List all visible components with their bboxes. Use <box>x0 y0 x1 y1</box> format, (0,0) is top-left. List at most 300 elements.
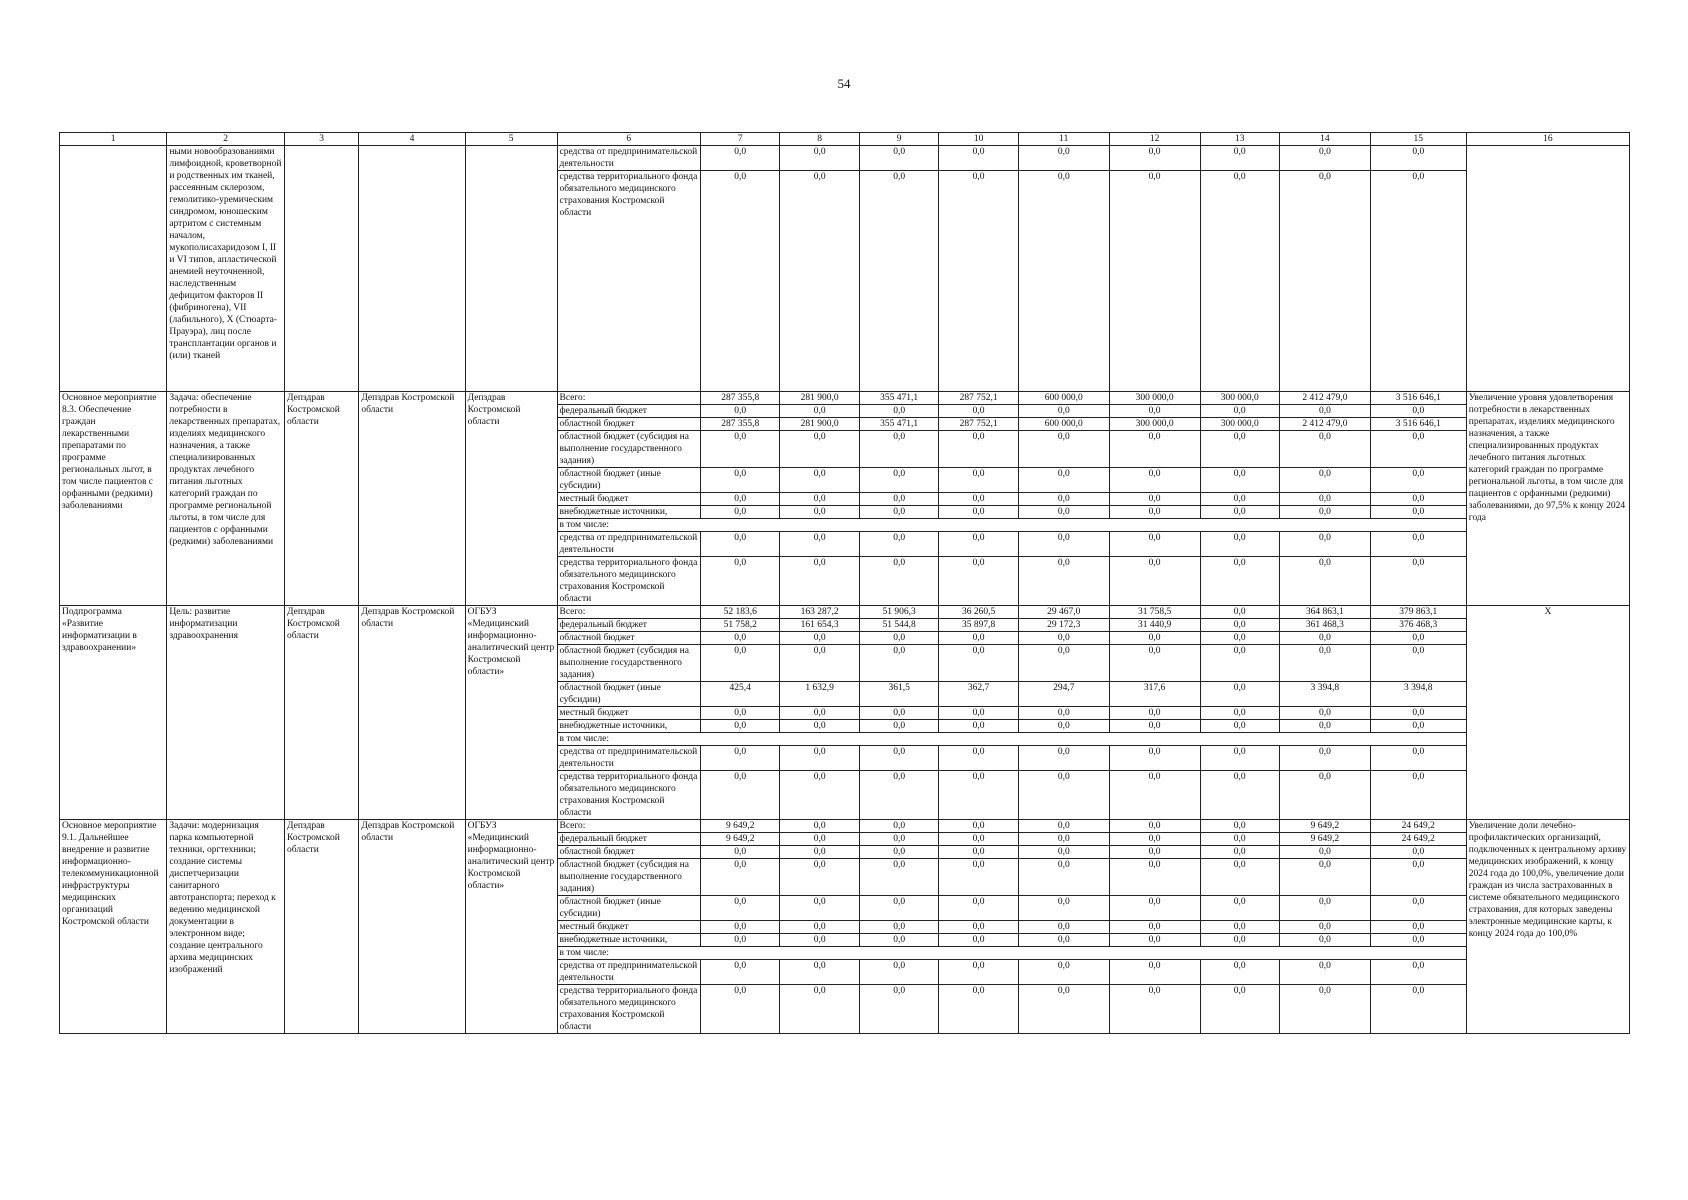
value-cell: 51 906,3 <box>859 606 938 619</box>
value-cell: 0,0 <box>1200 934 1279 947</box>
value-cell: 0,0 <box>1370 921 1466 934</box>
value-cell: 0,0 <box>780 468 859 493</box>
value-cell: 287 752,1 <box>939 392 1018 405</box>
coexecutor-cell: Депздрав Костромской области <box>359 820 465 1034</box>
value-cell: 0,0 <box>939 960 1018 985</box>
value-cell: 0,0 <box>1200 746 1279 771</box>
value-cell: 0,0 <box>1200 645 1279 682</box>
value-cell: 0,0 <box>1200 532 1279 557</box>
coexecutor-cell: Депздрав Костромской области <box>359 606 465 820</box>
value-cell: 0,0 <box>1200 682 1279 707</box>
value-cell: 0,0 <box>1279 846 1370 859</box>
value-cell: 0,0 <box>700 645 779 682</box>
value-cell: 0,0 <box>780 431 859 468</box>
task-cell: Задача: обеспечение потребности в лекарственных препаратах, изделиях медицинского назначения, а также специализированных продуктах лечебного питания льготных категорий граждан по программе региональной льготы, в том числе для пациентов с орфанными (редкими) заболеваниями <box>167 392 285 606</box>
value-cell: 0,0 <box>700 985 779 1034</box>
column-number: 15 <box>1370 133 1466 146</box>
source-cell: в том числе: <box>557 947 1466 960</box>
value-cell: 0,0 <box>1279 896 1370 921</box>
value-cell: 0,0 <box>780 146 859 171</box>
value-cell: 51 544,8 <box>859 619 938 632</box>
value-cell: 0,0 <box>1018 934 1109 947</box>
value-cell: 0,0 <box>780 405 859 418</box>
table-cell <box>465 146 557 392</box>
value-cell: 0,0 <box>859 985 938 1034</box>
source-cell: внебюджетные источники, <box>557 506 700 519</box>
column-number: 7 <box>700 133 779 146</box>
source-cell: средства от предпринимательской деятельности <box>557 146 700 171</box>
value-cell: 0,0 <box>859 171 938 392</box>
value-cell: 0,0 <box>780 859 859 896</box>
value-cell: 379 863,1 <box>1370 606 1466 619</box>
event-name-cell: Основное мероприятие 8.3. Обеспечение граждан лекарственными препаратами по программе региональных льгот, в том числе пациентов с орфанными (редкими) заболеваниями <box>60 392 167 606</box>
column-number: 3 <box>285 133 359 146</box>
value-cell: 0,0 <box>780 896 859 921</box>
value-cell: 281 900,0 <box>780 418 859 431</box>
value-cell: 0,0 <box>1200 960 1279 985</box>
value-cell: 0,0 <box>1109 846 1200 859</box>
value-cell: 0,0 <box>1109 146 1200 171</box>
value-cell: 0,0 <box>1018 720 1109 733</box>
value-cell: 0,0 <box>1200 720 1279 733</box>
value-cell: 0,0 <box>939 846 1018 859</box>
task-cell: Задачи: модернизация парка компьютерной техники, оргтехники; создание системы диспетчеризации санитарного автотранспорта; переход к ведению медицинской документации в электронном виде; создание центрального архива медицинских изображений <box>167 820 285 1034</box>
value-cell: 0,0 <box>859 720 938 733</box>
value-cell: 0,0 <box>1109 707 1200 720</box>
value-cell: 0,0 <box>700 468 779 493</box>
value-cell: 3 516 646,1 <box>1370 418 1466 431</box>
value-cell: 0,0 <box>859 431 938 468</box>
source-cell: областной бюджет (субсидия на выполнение государственного задания) <box>557 431 700 468</box>
value-cell: 376 468,3 <box>1370 619 1466 632</box>
value-cell: 0,0 <box>1018 405 1109 418</box>
page-number: 54 <box>837 76 851 91</box>
value-cell: 0,0 <box>1109 896 1200 921</box>
value-cell: 3 516 646,1 <box>1370 392 1466 405</box>
value-cell: 0,0 <box>700 707 779 720</box>
value-cell: 0,0 <box>1200 619 1279 632</box>
value-cell: 0,0 <box>780 645 859 682</box>
value-cell: 0,0 <box>1109 557 1200 606</box>
value-cell: 0,0 <box>859 771 938 820</box>
value-cell: 0,0 <box>1200 557 1279 606</box>
value-cell: 0,0 <box>1109 468 1200 493</box>
value-cell: 0,0 <box>859 707 938 720</box>
value-cell: 425,4 <box>700 682 779 707</box>
source-cell: в том числе: <box>557 519 1466 532</box>
value-cell: 0,0 <box>780 934 859 947</box>
column-number: 8 <box>780 133 859 146</box>
value-cell: 0,0 <box>1109 985 1200 1034</box>
value-cell: 0,0 <box>780 846 859 859</box>
value-cell: 0,0 <box>700 171 779 392</box>
value-cell: 0,0 <box>1109 771 1200 820</box>
participant-cell: Депздрав Костромской области <box>465 392 557 606</box>
value-cell: 0,0 <box>700 896 779 921</box>
source-cell: федеральный бюджет <box>557 619 700 632</box>
value-cell: 0,0 <box>780 506 859 519</box>
value-cell: 0,0 <box>859 820 938 833</box>
value-cell: 0,0 <box>1279 557 1370 606</box>
value-cell: 0,0 <box>780 771 859 820</box>
executor-cell: Депздрав Костромской области <box>285 606 359 820</box>
value-cell: 0,0 <box>1279 171 1370 392</box>
value-cell: 361 468,3 <box>1279 619 1370 632</box>
value-cell: 0,0 <box>780 720 859 733</box>
source-cell: местный бюджет <box>557 707 700 720</box>
column-number: 11 <box>1018 133 1109 146</box>
value-cell: 0,0 <box>939 859 1018 896</box>
value-cell: 0,0 <box>780 833 859 846</box>
value-cell: 2 412 479,0 <box>1279 392 1370 405</box>
source-cell: внебюджетные источники, <box>557 720 700 733</box>
value-cell: 0,0 <box>1109 833 1200 846</box>
value-cell: 0,0 <box>1109 632 1200 645</box>
value-cell: 0,0 <box>859 859 938 896</box>
value-cell: 0,0 <box>780 493 859 506</box>
value-cell: 0,0 <box>1279 645 1370 682</box>
value-cell: 0,0 <box>1279 405 1370 418</box>
column-number: 6 <box>557 133 700 146</box>
value-cell: 0,0 <box>780 532 859 557</box>
value-cell: 0,0 <box>1018 431 1109 468</box>
value-cell: 0,0 <box>1200 493 1279 506</box>
column-number: 12 <box>1109 133 1200 146</box>
value-cell: 0,0 <box>700 632 779 645</box>
table-row <box>60 392 1630 405</box>
value-cell: 0,0 <box>1279 960 1370 985</box>
value-cell: 317,6 <box>1109 682 1200 707</box>
source-cell: областной бюджет <box>557 846 700 859</box>
value-cell: 0,0 <box>1018 820 1109 833</box>
value-cell: 287 355,8 <box>700 392 779 405</box>
value-cell: 1 632,9 <box>780 682 859 707</box>
value-cell: 9 649,2 <box>700 833 779 846</box>
event-name-cell <box>60 146 167 392</box>
value-cell: 0,0 <box>1018 493 1109 506</box>
value-cell: 361,5 <box>859 682 938 707</box>
source-cell: в том числе: <box>557 733 1466 746</box>
value-cell: 0,0 <box>1018 960 1109 985</box>
table-cell <box>285 146 359 392</box>
value-cell: 0,0 <box>1109 746 1200 771</box>
value-cell: 0,0 <box>700 771 779 820</box>
value-cell: 0,0 <box>1370 720 1466 733</box>
source-cell: областной бюджет (субсидия на выполнение государственного задания) <box>557 859 700 896</box>
value-cell: 0,0 <box>700 859 779 896</box>
value-cell: 0,0 <box>1200 771 1279 820</box>
task-cell: Цель: развитие информатизации здравоохранения <box>167 606 285 820</box>
value-cell: 0,0 <box>1279 746 1370 771</box>
value-cell: 51 758,2 <box>700 619 779 632</box>
value-cell: 0,0 <box>939 746 1018 771</box>
value-cell: 0,0 <box>1279 921 1370 934</box>
value-cell: 0,0 <box>1200 171 1279 392</box>
value-cell: 0,0 <box>1018 985 1109 1034</box>
value-cell: 0,0 <box>1200 896 1279 921</box>
column-number: 16 <box>1466 133 1629 146</box>
value-cell: 0,0 <box>1200 632 1279 645</box>
value-cell: 0,0 <box>700 846 779 859</box>
value-cell: 364 863,1 <box>1279 606 1370 619</box>
source-cell: местный бюджет <box>557 921 700 934</box>
value-cell: 0,0 <box>939 921 1018 934</box>
value-cell: 0,0 <box>780 985 859 1034</box>
value-cell: 0,0 <box>1109 532 1200 557</box>
value-cell: 0,0 <box>1370 746 1466 771</box>
value-cell: 0,0 <box>939 557 1018 606</box>
value-cell: 300 000,0 <box>1109 392 1200 405</box>
value-cell: 287 752,1 <box>939 418 1018 431</box>
value-cell: 0,0 <box>939 468 1018 493</box>
value-cell: 0,0 <box>939 431 1018 468</box>
value-cell: 24 649,2 <box>1370 820 1466 833</box>
value-cell: 35 897,8 <box>939 619 1018 632</box>
source-cell: Всего: <box>557 820 700 833</box>
value-cell: 0,0 <box>1109 820 1200 833</box>
value-cell: 0,0 <box>1109 960 1200 985</box>
column-number: 9 <box>859 133 938 146</box>
value-cell: 0,0 <box>939 506 1018 519</box>
value-cell: 2 412 479,0 <box>1279 418 1370 431</box>
source-cell: федеральный бюджет <box>557 833 700 846</box>
value-cell: 0,0 <box>780 707 859 720</box>
value-cell: 0,0 <box>1109 720 1200 733</box>
value-cell: 0,0 <box>1370 707 1466 720</box>
event-name-cell: Подпрограмма «Развитие информатизации в здравоохранении» <box>60 606 167 820</box>
executor-cell: Депздрав Костромской области <box>285 820 359 1034</box>
value-cell: 0,0 <box>859 557 938 606</box>
value-cell: 0,0 <box>780 171 859 392</box>
value-cell: 0,0 <box>939 833 1018 846</box>
source-cell: средства территориального фонда обязательного медицинского страхования Костромской области <box>557 557 700 606</box>
value-cell: 600 000,0 <box>1018 418 1109 431</box>
value-cell: 0,0 <box>1200 820 1279 833</box>
value-cell: 0,0 <box>939 146 1018 171</box>
value-cell: 0,0 <box>1370 859 1466 896</box>
value-cell: 0,0 <box>1200 833 1279 846</box>
value-cell: 9 649,2 <box>700 820 779 833</box>
value-cell: 0,0 <box>1109 405 1200 418</box>
value-cell: 0,0 <box>1200 859 1279 896</box>
value-cell: 0,0 <box>1279 707 1370 720</box>
value-cell: 0,0 <box>1018 771 1109 820</box>
value-cell: 0,0 <box>939 645 1018 682</box>
value-cell: 0,0 <box>939 985 1018 1034</box>
value-cell: 161 654,3 <box>780 619 859 632</box>
value-cell: 0,0 <box>1018 506 1109 519</box>
value-cell: 0,0 <box>1018 645 1109 682</box>
source-cell: средства территориального фонда обязательного медицинского страхования Костромской области <box>557 985 700 1034</box>
value-cell: 0,0 <box>1370 645 1466 682</box>
column-number: 10 <box>939 133 1018 146</box>
value-cell: 287 355,8 <box>700 418 779 431</box>
value-cell: 0,0 <box>1370 146 1466 171</box>
source-cell: областной бюджет (субсидия на выполнение государственного задания) <box>557 645 700 682</box>
value-cell: 0,0 <box>859 921 938 934</box>
value-cell: 355 471,1 <box>859 418 938 431</box>
source-cell: средства от предпринимательской деятельности <box>557 532 700 557</box>
value-cell: 0,0 <box>939 771 1018 820</box>
value-cell: 0,0 <box>859 960 938 985</box>
value-cell: 0,0 <box>1109 431 1200 468</box>
value-cell: 0,0 <box>700 960 779 985</box>
program-table <box>59 132 1630 1034</box>
value-cell: 0,0 <box>939 632 1018 645</box>
value-cell: 0,0 <box>1018 746 1109 771</box>
value-cell: 0,0 <box>1370 557 1466 606</box>
value-cell: 0,0 <box>939 934 1018 947</box>
value-cell: 31 758,5 <box>1109 606 1200 619</box>
value-cell: 0,0 <box>1109 921 1200 934</box>
column-number: 13 <box>1200 133 1279 146</box>
source-cell: областной бюджет (иные субсидии) <box>557 896 700 921</box>
value-cell: 0,0 <box>1370 632 1466 645</box>
value-cell: 0,0 <box>1279 632 1370 645</box>
value-cell: 3 394,8 <box>1279 682 1370 707</box>
value-cell: 9 649,2 <box>1279 820 1370 833</box>
value-cell: 0,0 <box>1279 431 1370 468</box>
value-cell: 0,0 <box>700 532 779 557</box>
column-number: 2 <box>167 133 285 146</box>
column-number: 4 <box>359 133 465 146</box>
value-cell: 0,0 <box>1109 645 1200 682</box>
value-cell: 0,0 <box>1200 405 1279 418</box>
source-cell: областной бюджет <box>557 632 700 645</box>
value-cell: 0,0 <box>939 707 1018 720</box>
value-cell: 0,0 <box>1018 632 1109 645</box>
value-cell: 0,0 <box>859 934 938 947</box>
value-cell: 0,0 <box>1370 985 1466 1034</box>
value-cell: 0,0 <box>780 820 859 833</box>
value-cell: 0,0 <box>700 720 779 733</box>
value-cell: 362,7 <box>939 682 1018 707</box>
value-cell: 0,0 <box>700 405 779 418</box>
table-cell <box>359 146 465 392</box>
value-cell: 0,0 <box>859 146 938 171</box>
value-cell: 0,0 <box>780 557 859 606</box>
value-cell: 0,0 <box>1200 921 1279 934</box>
value-cell: 0,0 <box>1018 557 1109 606</box>
value-cell: 0,0 <box>939 896 1018 921</box>
value-cell: 0,0 <box>1279 771 1370 820</box>
value-cell: 294,7 <box>1018 682 1109 707</box>
value-cell: 0,0 <box>1370 960 1466 985</box>
source-cell: областной бюджет (иные субсидии) <box>557 468 700 493</box>
value-cell: 0,0 <box>859 833 938 846</box>
value-cell: 0,0 <box>1200 468 1279 493</box>
source-cell: областной бюджет <box>557 418 700 431</box>
value-cell: 0,0 <box>859 493 938 506</box>
value-cell: 0,0 <box>1370 896 1466 921</box>
value-cell: 0,0 <box>1018 146 1109 171</box>
value-cell: 0,0 <box>859 896 938 921</box>
value-cell: 0,0 <box>1370 431 1466 468</box>
value-cell: 9 649,2 <box>1279 833 1370 846</box>
value-cell: 0,0 <box>1370 934 1466 947</box>
value-cell: 0,0 <box>1370 771 1466 820</box>
column-number: 14 <box>1279 133 1370 146</box>
value-cell: 300 000,0 <box>1200 418 1279 431</box>
value-cell: 0,0 <box>1018 833 1109 846</box>
value-cell: 0,0 <box>780 632 859 645</box>
value-cell: 0,0 <box>1109 934 1200 947</box>
value-cell: 0,0 <box>1370 171 1466 392</box>
value-cell: 31 440,9 <box>1109 619 1200 632</box>
source-cell: средства от предпринимательской деятельности <box>557 746 700 771</box>
result-cell: Увеличение уровня удовлетворения потребности в лекарственных препаратах, изделиях медицинского назначения, а также специализированных продуктах лечебного питания льготных категорий граждан по программе региональной льготы, в том числе для пациентов с орфанными (редкими) заболеваниями, до 97,5% к концу 2024 года <box>1466 392 1629 606</box>
source-cell: средства территориального фонда обязательного медицинского страхования Костромской области <box>557 771 700 820</box>
value-cell: 0,0 <box>939 171 1018 392</box>
table-row <box>60 133 1630 146</box>
value-cell: 300 000,0 <box>1200 392 1279 405</box>
value-cell: 0,0 <box>700 146 779 171</box>
value-cell: 0,0 <box>1200 146 1279 171</box>
source-cell: федеральный бюджет <box>557 405 700 418</box>
value-cell: 0,0 <box>1279 506 1370 519</box>
value-cell: 0,0 <box>859 645 938 682</box>
value-cell: 0,0 <box>700 506 779 519</box>
value-cell: 0,0 <box>1279 720 1370 733</box>
value-cell: 0,0 <box>1018 859 1109 896</box>
value-cell: 36 260,5 <box>939 606 1018 619</box>
value-cell: 0,0 <box>939 405 1018 418</box>
result-cell: X <box>1466 606 1629 820</box>
value-cell: 0,0 <box>1200 846 1279 859</box>
value-cell: 0,0 <box>1200 707 1279 720</box>
value-cell: 0,0 <box>1018 171 1109 392</box>
value-cell: 3 394,8 <box>1370 682 1466 707</box>
value-cell: 281 900,0 <box>780 392 859 405</box>
value-cell: 163 287,2 <box>780 606 859 619</box>
value-cell: 0,0 <box>1279 146 1370 171</box>
value-cell: 0,0 <box>1018 896 1109 921</box>
value-cell: 0,0 <box>1279 493 1370 506</box>
source-cell: внебюджетные источники, <box>557 934 700 947</box>
value-cell: 0,0 <box>859 746 938 771</box>
value-cell: 0,0 <box>859 532 938 557</box>
value-cell: 0,0 <box>1279 934 1370 947</box>
value-cell: 0,0 <box>939 720 1018 733</box>
result-cell: Увеличение доли лечебно-профилактических организаций, подключенных к центральному архиву медицинских изображений, к концу 2024 года до 100,0%, увеличение доли граждан из числа застрахованных в системе обязательного медицинского страхования, для которых заведены электронные медицинские карты, к концу 2024 года до 100,0% <box>1466 820 1629 1034</box>
source-cell: средства от предпринимательской деятельности <box>557 960 700 985</box>
value-cell: 52 183,6 <box>700 606 779 619</box>
value-cell: 29 467,0 <box>1018 606 1109 619</box>
value-cell: 0,0 <box>1018 921 1109 934</box>
value-cell: 300 000,0 <box>1109 418 1200 431</box>
value-cell: 0,0 <box>1370 493 1466 506</box>
value-cell: 29 172,3 <box>1018 619 1109 632</box>
source-cell: средства территориального фонда обязательного медицинского страхования Костромской области <box>557 171 700 392</box>
value-cell: 0,0 <box>700 431 779 468</box>
executor-cell: Депздрав Костромской области <box>285 392 359 606</box>
value-cell: 0,0 <box>1109 171 1200 392</box>
value-cell: 0,0 <box>1279 985 1370 1034</box>
value-cell: 0,0 <box>1279 532 1370 557</box>
participant-cell: ОГБУЗ «Медицинский информационно-аналитический центр Костромской области» <box>465 606 557 820</box>
value-cell: 0,0 <box>1370 532 1466 557</box>
value-cell: 0,0 <box>1370 506 1466 519</box>
table-row <box>60 606 1630 619</box>
source-cell: областной бюджет (иные субсидии) <box>557 682 700 707</box>
value-cell: 0,0 <box>1370 468 1466 493</box>
source-cell: местный бюджет <box>557 493 700 506</box>
value-cell: 0,0 <box>1370 405 1466 418</box>
value-cell: 0,0 <box>939 493 1018 506</box>
value-cell: 0,0 <box>780 921 859 934</box>
value-cell: 0,0 <box>1109 493 1200 506</box>
value-cell: 0,0 <box>1109 859 1200 896</box>
